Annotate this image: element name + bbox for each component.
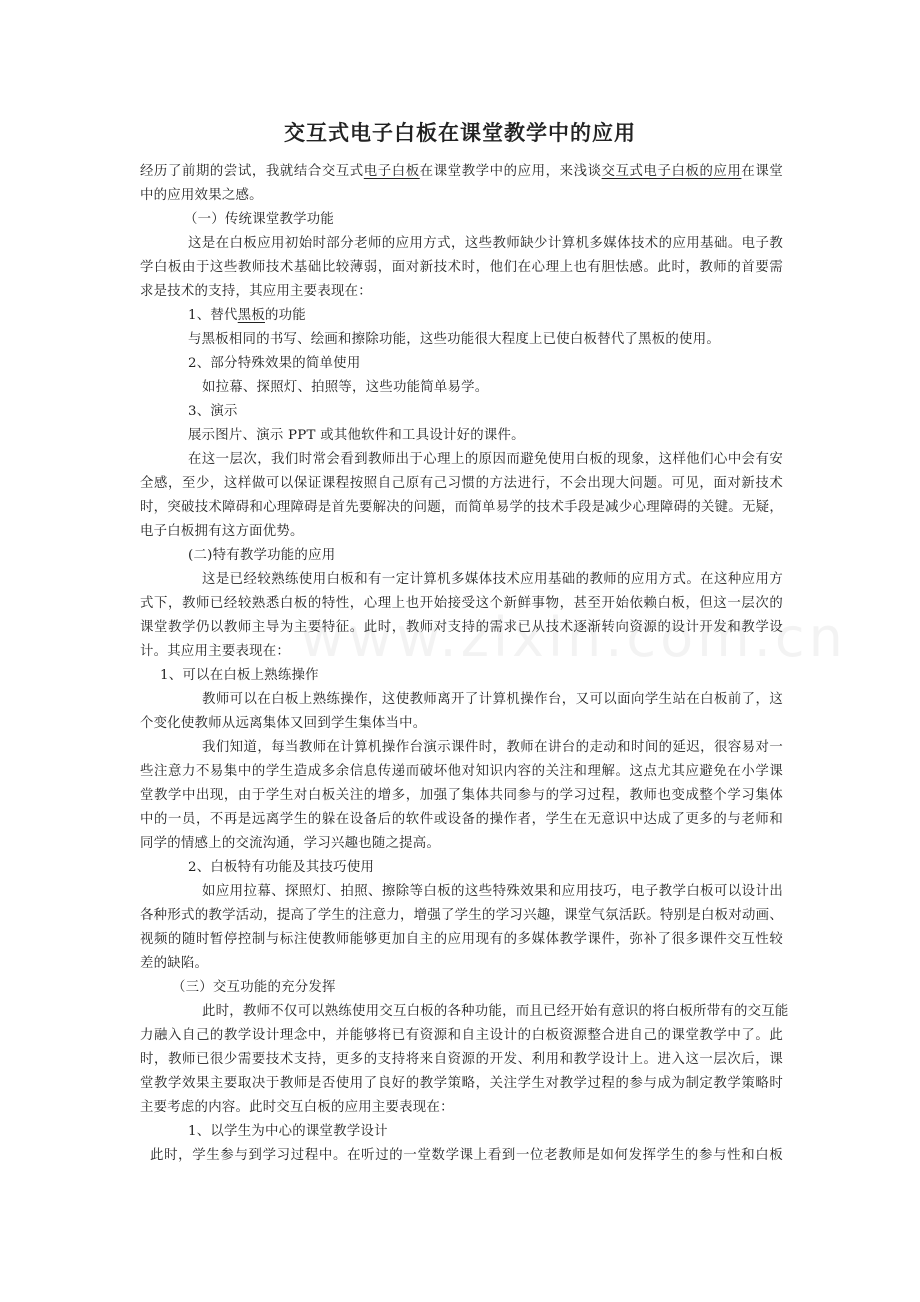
intro-line-1: 经历了前期的尝试，我就结合交互式电子白板在课堂教学中的应用，来浅谈交互式电子白板的应用在课堂 [140,164,784,179]
s3-p1-line-4: 堂教学效果主要取决于教师是否使用了良好的教学策略，关注学生对教学过程的参与成为制定教学策略时 [140,1076,783,1091]
s2-p1-line-1: 这是已经较熟练使用白板和有一定计算机多媒体技术应用基础的教师的应用方式。在这种应用方 [202,572,783,587]
s1-p2-line-4: 电子白板拥有这方面优势。 [140,524,304,539]
s1-item-3-text: 展示图片、演示 PPT 或其他软件和工具设计好的课件。 [188,428,525,443]
s2-item-1-heading: 1、可以在白板上熟练操作 [160,668,319,683]
s3-p1-line-2: 力融入自己的教学设计理念中，并能够将已有资源和自主设计的白板资源整合进自己的课堂教学中了。此 [140,1028,783,1043]
s2-item-2-line-1: 如应用拉幕、探照灯、拍照、擦除等白板的这些特殊效果和应用技巧，电子教学白板可以设计出 [202,884,783,899]
s1-item-1-text: 与黑板相同的书写、绘画和擦除功能，这些功能很大程度上已使白板替代了黑板的使用。 [188,332,720,347]
link-electronic-whiteboard[interactable]: 电子白板 [363,164,420,179]
s3-p1-line-3: 时，教师已很少需要技术支持，更多的支持将来自资源的开发、利用和教学设计上。进入这一层次后，课 [140,1052,783,1067]
s2-p1-line-4: 计。其应用主要表现在： [140,644,291,659]
s1-p1-line-3: 求是技术的支持，其应用主要表现在： [140,284,372,299]
s1-p2-line-2: 全感，至少，这样做可以保证课程按照自己原有己习惯的方法进行，不会出现大问题。可见，面对新技术 [140,476,783,491]
s2-p1-line-3: 课堂教学仍以教师主导为主要特征。此时，教师对支持的需求已从技术逐渐转向资源的设计开发和教学设 [140,620,783,635]
s2-item-2-heading: 2、白板特有功能及其技巧使用 [188,860,375,875]
s2-item-1-p2-line-2: 些注意力不易集中的学生造成多余信息传递而破坏他对知识内容的关注和理解。这点尤其应避免在小学课 [140,764,783,779]
s1-item-2-text: 如拉幕、探照灯、拍照等，这些功能简单易学。 [202,380,489,395]
s2-item-1-line-1: 教师可以在白板上熟练操作，这使教师离开了计算机操作台，又可以面向学生站在白板前了，这 [202,692,783,707]
intro-line-2: 中的应用效果之感。 [140,188,263,203]
s2-item-1-p2-line-3: 堂教学中出现，由于学生对白板关注的增多，加强了集体共同参与的学习过程，教师也变成整个学习集体 [140,788,783,803]
s3-p1-line-1: 此时，教师不仅可以熟练使用交互白板的各种功能，而且已经开始有意识的将白板所带有的交互能 [202,1004,789,1019]
s2-item-2-line-4: 差的缺陷。 [140,956,209,971]
s2-item-1-p2-line-1: 我们知道，每当教师在计算机操作台演示课件时，教师在讲台的走动和时间的延迟，很容易对一 [202,740,783,755]
s2-p1-line-2: 式下，教师已经较熟悉白板的特性，心理上也开始接受这个新鲜事物，甚至开始依赖白板，但这一层次的 [140,596,783,611]
s1-p2-line-1: 在这一层次，我们时常会看到教师出于心理上的原因而避免使用白板的现象，这样他们心中会有安 [188,452,783,467]
s1-p2-line-3: 时，突破技术障碍和心理障碍是首先要解决的问题，而简单易学的技术手段是减少心理障碍的关键。无疑， [140,500,783,515]
document-title: 交互式电子白板在课堂教学中的应用 [284,120,636,145]
section-3-heading: （三）交互功能的充分发挥 [172,980,336,995]
s1-p1-line-1: 这是在白板应用初始时部分老师的应用方式，这些教师缺少计算机多媒体技术的应用基础。电子教 [188,236,783,251]
s1-item-3-heading: 3、演示 [188,404,238,419]
section-2-heading: (二)特有教学功能的应用 [188,548,336,563]
s3-p1-line-5: 主要考虑的内容。此时交互白板的应用主要表现在： [140,1100,454,1115]
s2-item-2-line-3: 视频的随时暂停控制与标注使教师能够更加自主的应用现有的多媒体教学课件，弥补了很多课件交互性较 [140,932,783,947]
s2-item-1-line-2: 个变化使教师从远离集体又回到学生集体当中。 [140,716,427,731]
link-blackboard[interactable]: 黑板 [237,308,265,323]
link-interactive-whiteboard-application[interactable]: 交互式电子白板的应用 [601,164,742,179]
s3-item-1-text: 此时，学生参与到学习过程中。在听过的一堂数学课上看到一位老教师是如何发挥学生的参与性和白板 [150,1148,783,1163]
s2-item-2-line-2: 各种形式的教学活动，提高了学生的注意力，增强了学生的学习兴趣，课堂气氛活跃。特别是白板对动画、 [140,908,783,923]
s1-item-2-heading: 2、部分特殊效果的简单使用 [188,356,361,371]
section-1-heading: （一）传统课堂教学功能 [184,212,335,227]
s2-item-1-p2-line-4: 中的一员，不再是远离学生的躲在设备后的软件或设备的操作者，学生在无意识中达成了更多的与老师和 [140,812,783,827]
s2-item-1-p2-line-5: 同学的情感上的交流沟通，学习兴趣也随之提高。 [140,836,441,851]
s1-item-1-heading: 1、替代黑板的功能 [188,308,306,323]
s1-p1-line-2: 学白板由于这些教师技术基础比较薄弱，面对新技术时，他们在心理上也有胆怯感。此时，教师的首要需 [140,260,783,275]
s3-item-1-heading: 1、以学生为中心的课堂教学设计 [188,1124,388,1139]
